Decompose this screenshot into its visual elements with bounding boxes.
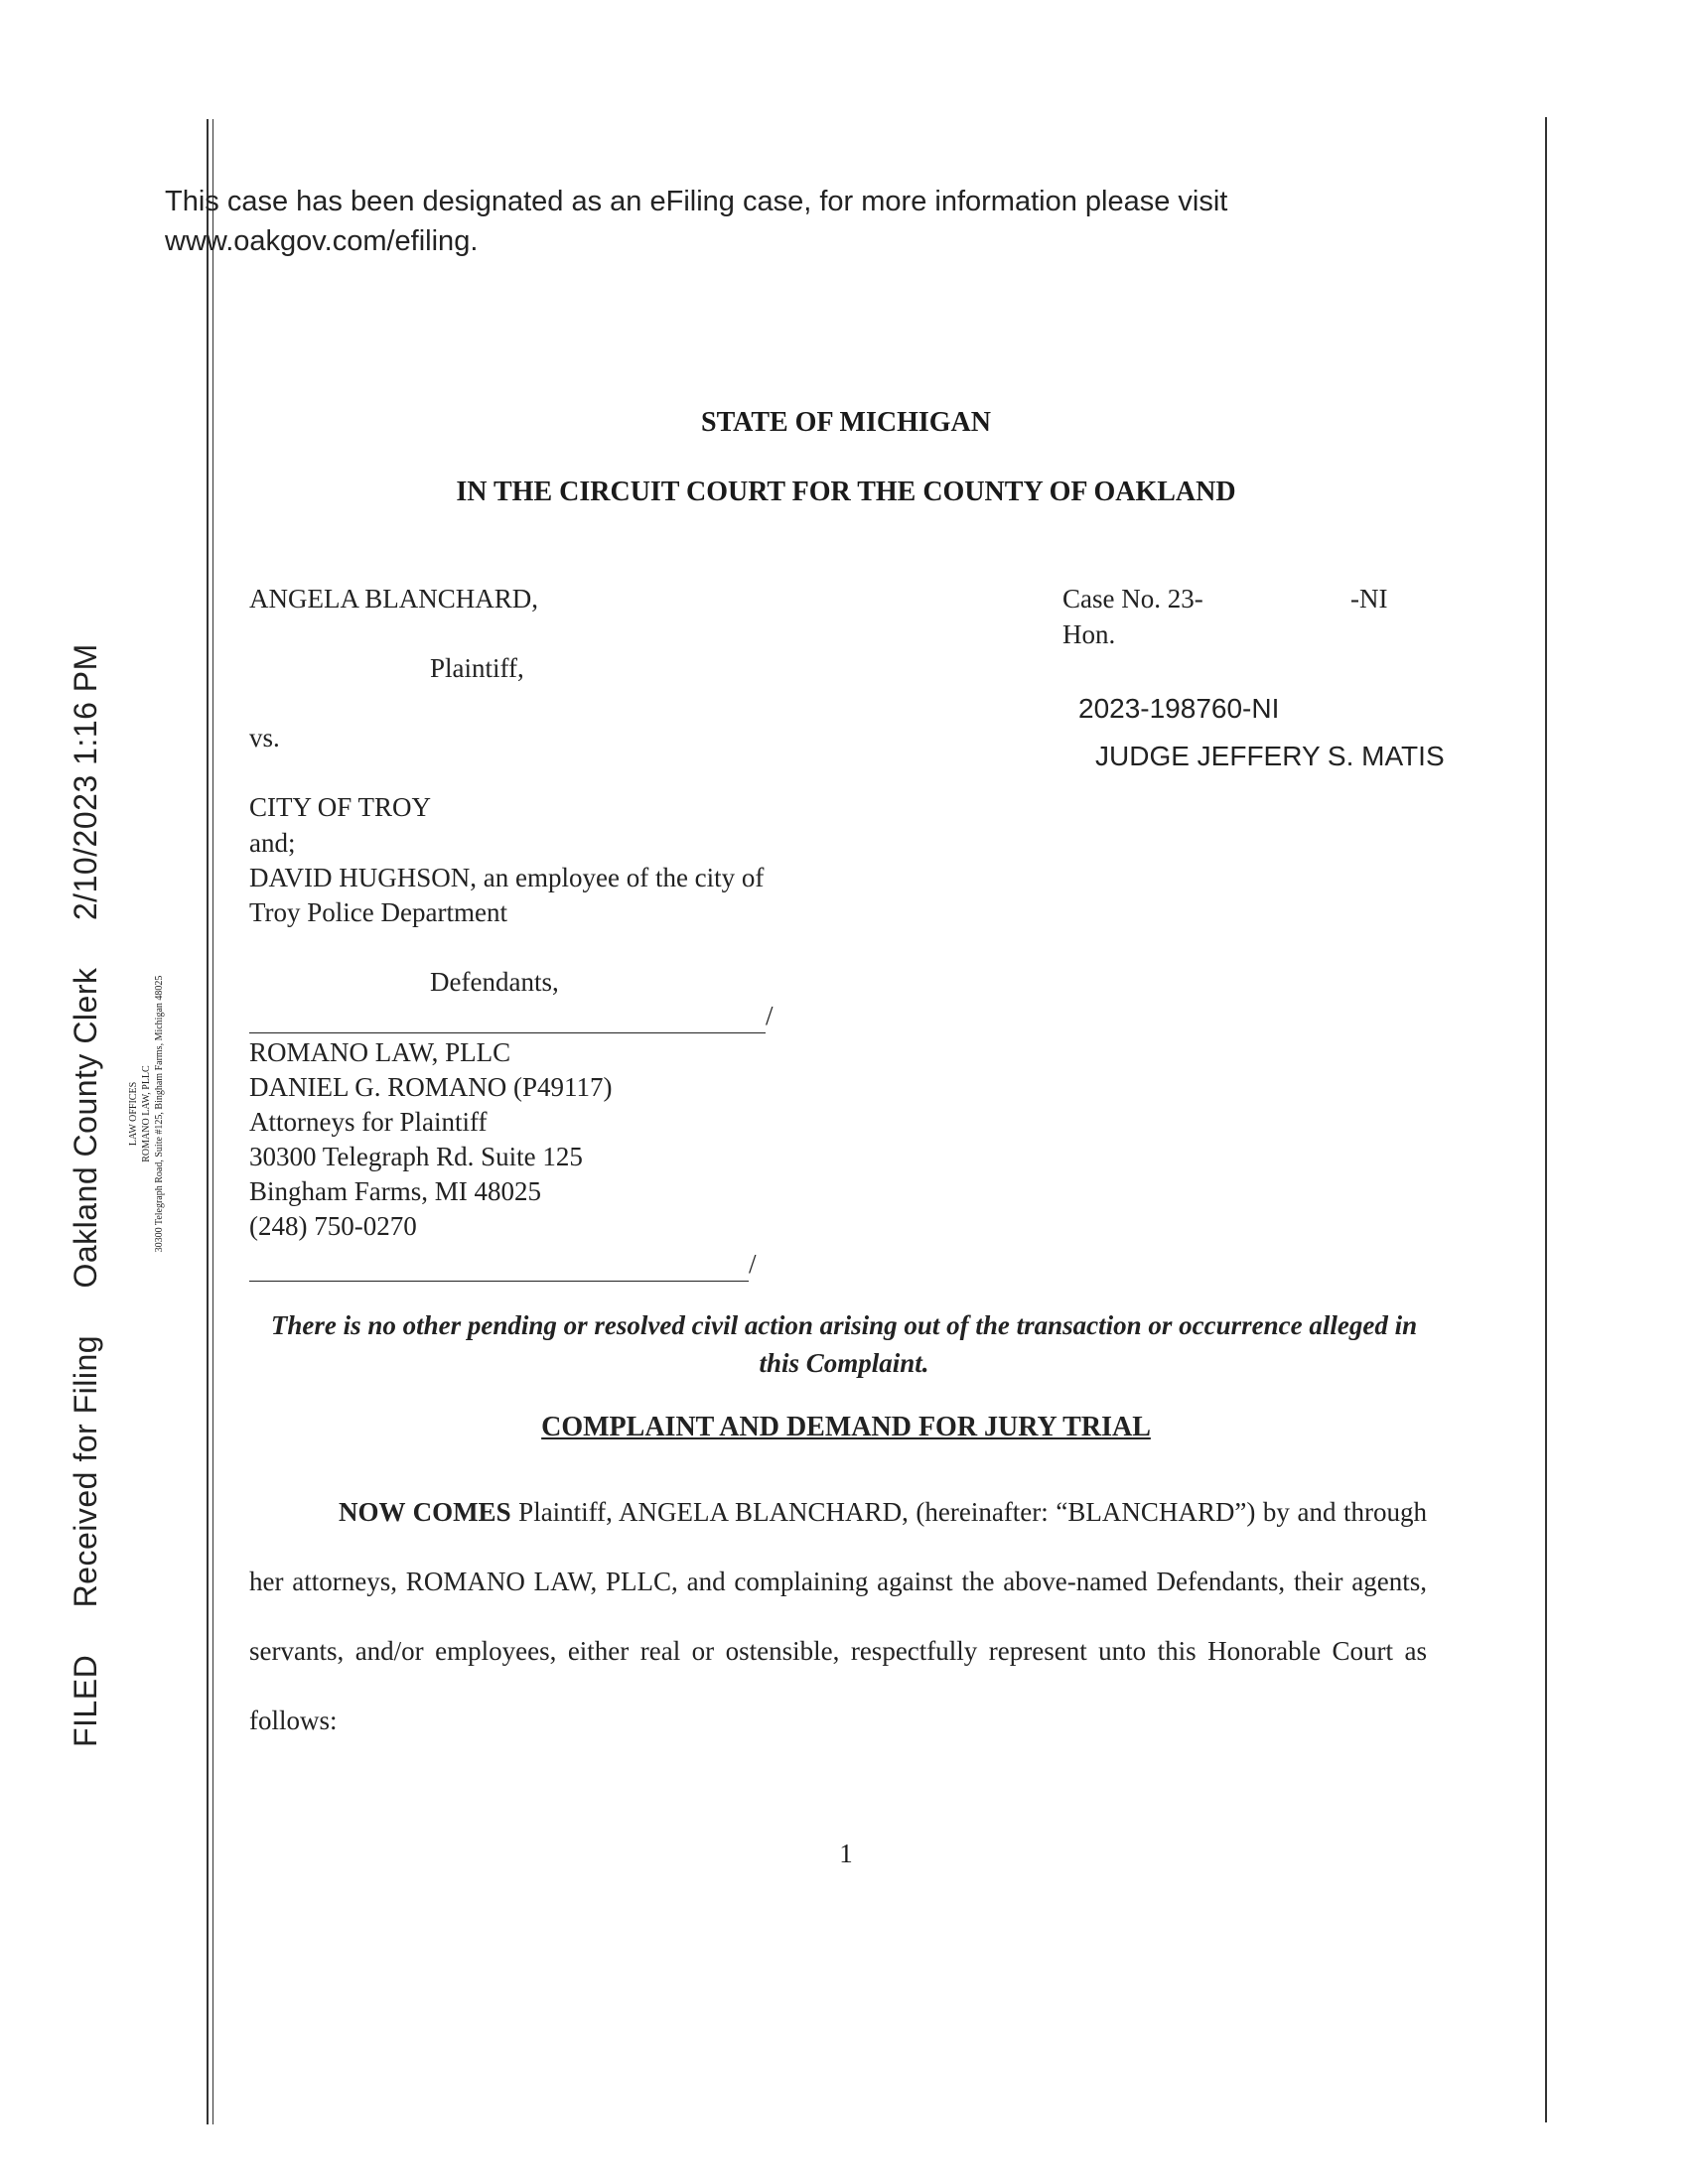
body-lead: NOW COMES xyxy=(339,1497,511,1527)
versus: vs. xyxy=(249,723,280,752)
case-number-label: Case No. 23- xyxy=(1062,584,1203,614)
law-office-line3: 30300 Telegraph Road, Suite #125, Bingham Farms, Michigan 48025 xyxy=(154,975,165,1253)
filing-stamp xyxy=(68,606,104,1747)
clerk-label: Oakland County Clerk xyxy=(68,967,103,1289)
caption-underline-2 xyxy=(249,1281,749,1282)
efiling-notice xyxy=(165,182,1227,261)
defendants-role: Defendants, xyxy=(430,967,559,997)
law-office-line2: ROMANO LAW, PLLC xyxy=(141,1065,152,1162)
stamped-case-number: 2023-198760-NI xyxy=(1078,693,1280,724)
stamped-judge: JUDGE JEFFERY S. MATIS xyxy=(1095,741,1445,771)
efiling-notice-line1: This case has been designated as an eFiling case, for more information please visit xyxy=(165,186,1228,217)
attorney-name: DANIEL G. ROMANO (P49117) xyxy=(249,1072,613,1102)
state-title: STATE OF MICHIGAN xyxy=(701,407,991,438)
attorney-address1: 30300 Telegraph Rd. Suite 125 xyxy=(249,1142,583,1171)
plaintiff-role: Plaintiff, xyxy=(430,653,524,683)
body-paragraph xyxy=(249,1477,1427,1755)
attorney-firm: ROMANO LAW, PLLC xyxy=(249,1037,511,1067)
related-action-notice: There is no other pending or resolved civil action arising out of the transaction or occurrence alleged in this Complaint. xyxy=(270,1310,1418,1378)
attorney-address2: Bingham Farms, MI 48025 xyxy=(249,1176,541,1206)
defendant-individual-line2: Troy Police Department xyxy=(249,897,507,927)
received-label: Received for Filing xyxy=(68,1334,103,1608)
attorney-phone: (248) 750-0270 xyxy=(249,1211,417,1241)
body-text: Plaintiff, ANGELA BLANCHARD, (hereinafter: “BLANCHARD”) by and through her attorneys, ROMANO LAW, PLLC, and complaining against the above-named Defendants, their agents, servants, and/or employees, either real or ostensible, respectfully represent unto this Honorable Court as follows: xyxy=(249,1497,1427,1735)
and-label: and; xyxy=(249,828,296,858)
page-number: 1 xyxy=(839,1839,853,1868)
caption-slash-2: / xyxy=(749,1249,757,1279)
filed-label: FILED xyxy=(68,1654,103,1747)
complaint-heading: COMPLAINT AND DEMAND FOR JURY TRIAL xyxy=(541,1412,1151,1442)
attorney-role: Attorneys for Plaintiff xyxy=(249,1107,488,1137)
court-title: IN THE CIRCUIT COURT FOR THE COUNTY OF OAKLAND xyxy=(456,477,1236,507)
judge-label: Hon. xyxy=(1062,619,1116,649)
plaintiff-name: ANGELA BLANCHARD, xyxy=(249,584,539,614)
caption-slash-1: / xyxy=(766,1001,774,1030)
defendant-city: CITY OF TROY xyxy=(249,792,432,822)
caption-underline-1 xyxy=(249,1032,766,1033)
filing-datetime: 2/10/2023 1:16 PM xyxy=(68,643,103,921)
defendant-individual-line1: DAVID HUGHSON, an employee of the city of xyxy=(249,863,765,892)
law-office-line1: LAW OFFICES xyxy=(128,1081,139,1147)
law-office-stamp xyxy=(127,955,166,1273)
case-number-suffix: -NI xyxy=(1350,584,1388,614)
efiling-notice-line2: www.oakgov.com/efiling. xyxy=(165,225,479,257)
